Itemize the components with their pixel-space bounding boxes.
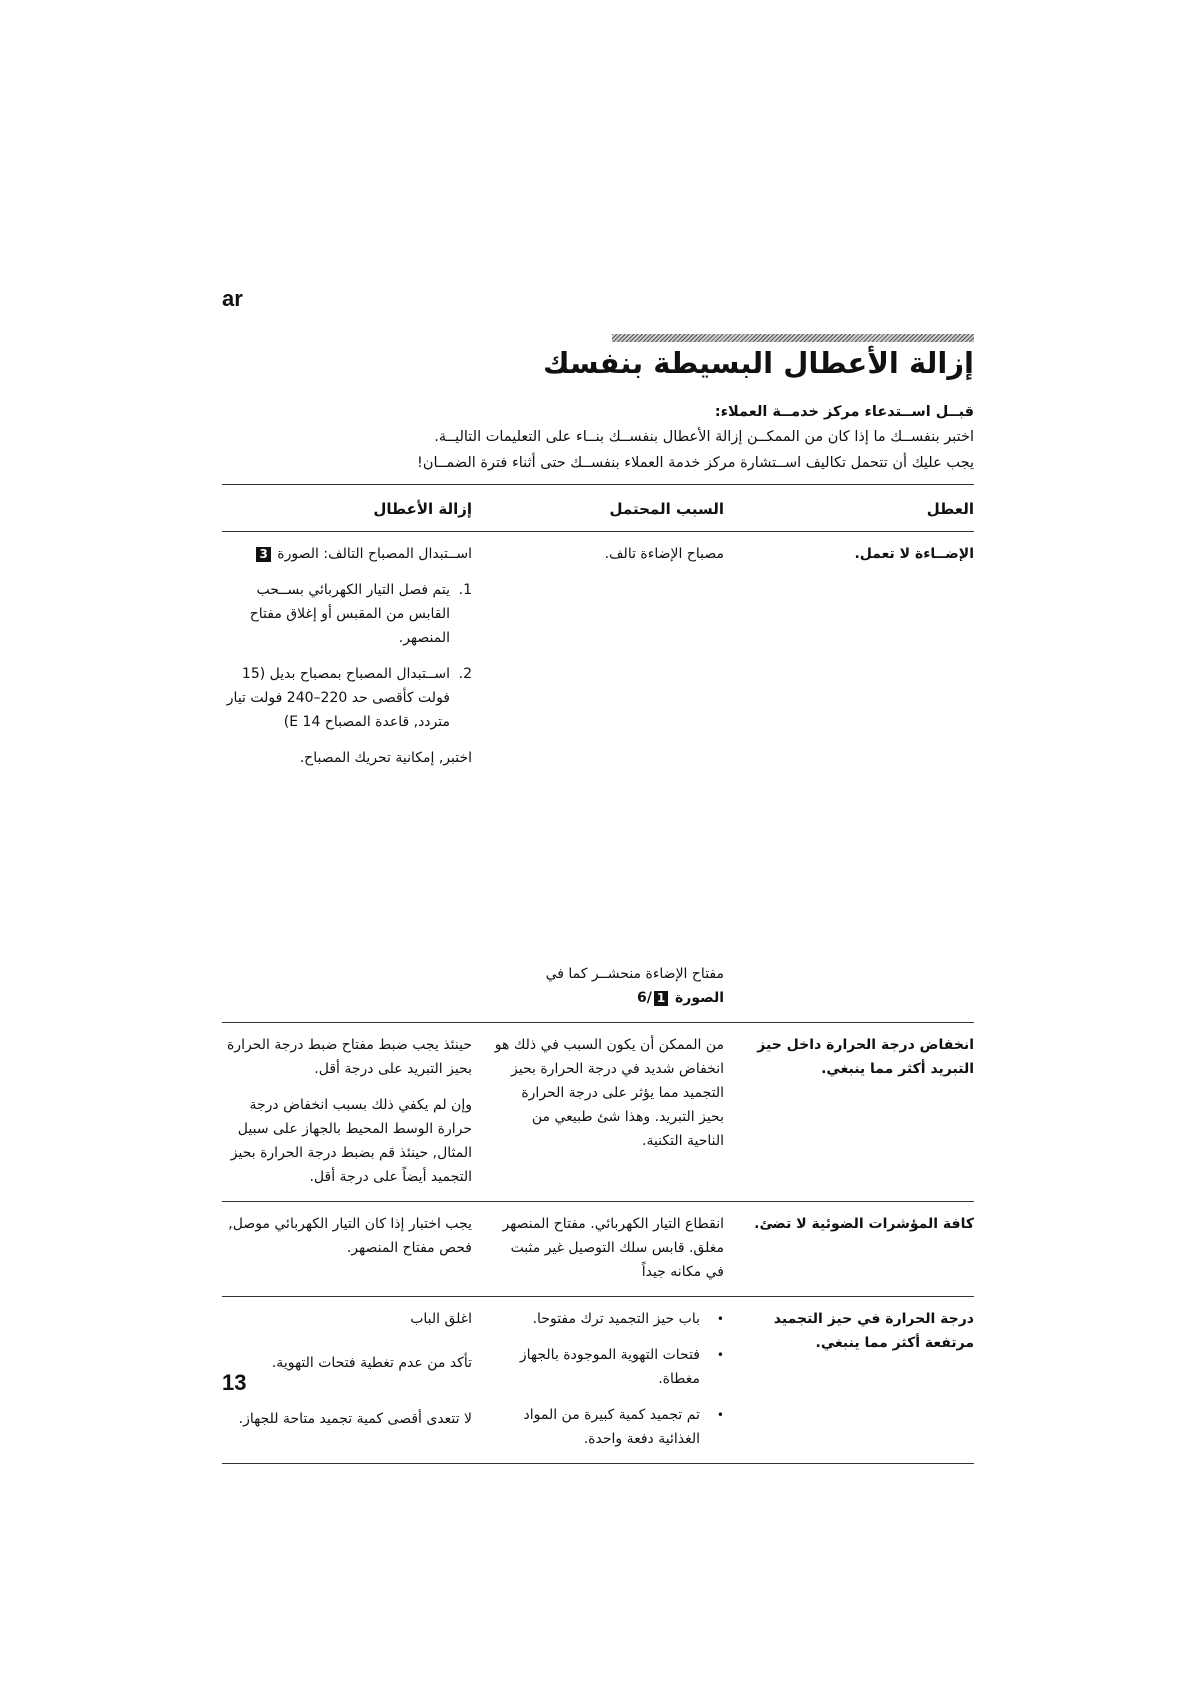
intro-section	[214, 400, 974, 476]
fault-indicators: كافة المؤشرات الضوئية لا تضئ.	[754, 1216, 974, 1232]
remedy-lamp-step-1: 1. يتم فصل التيار الكهربائي بســحب القابس من المقبس أو إغلاق مفتاح المنصهر.	[249, 582, 472, 646]
intro-line-2: يجب عليك أن تتحمل تكاليف اســتشارة مركز خدمة العملاء بنفســك حتى أثناء فترة الضمــان!	[417, 455, 974, 471]
title-decor-bar	[612, 334, 974, 342]
figure-number-box: 3	[256, 547, 270, 562]
remedy-freezer-1: اغلق الباب	[410, 1311, 472, 1327]
table-row	[222, 1201, 974, 1296]
table-row	[222, 1022, 974, 1201]
cause-lamp-1: مصباح الإضاءة تالف.	[604, 546, 724, 562]
fault-lamp: الإضــاءة لا تعمل.	[854, 546, 974, 562]
remedy-freezer	[222, 1297, 472, 1463]
cause-lamp-2: مفتاح الإضاءة منحشــر كما في	[545, 966, 724, 982]
remedy-freezer-2: تأكد من عدم تغطية فتحات التهوية.	[271, 1355, 472, 1371]
remedy-indicators: يجب اختبار إذا كان التيار الكهربائي موصل, فحص مفتاح المنصهر.	[228, 1216, 472, 1256]
page-number: 13	[222, 1370, 247, 1395]
remedy-lamp-check: اختبر, إمكانية تحريك المصباح.	[299, 750, 472, 766]
cause-freezer	[494, 1297, 724, 1463]
fault-freezer: درجة الحرارة في حيز التجميد مرتفعة أكثر مما ينبغي.	[773, 1311, 974, 1351]
cause-lamp	[494, 532, 724, 1022]
remedy-temperature-2: وإن لم يكفي ذلك بسبب انخفاض درجة حرارة الوسط المحيط بالجهاز على سبيل المثال, حينئذ قم بضبط درجة الحرارة بحيز التجميد أيضاً على درجة أقل.	[230, 1097, 472, 1185]
table-header	[222, 484, 974, 531]
remedy-lamp	[222, 532, 472, 1022]
figure-number-box: 1	[654, 991, 668, 1006]
page-title: إزالة الأعطال البسيطة بنفسك	[543, 346, 974, 380]
cause-temperature: من الممكن أن يكون السبب في ذلك هو انخفاض شديد في درجة الحرارة بحيز التجميد مما يؤثر على درجة الحرارة بحيز التبريد. وهذا شئ طبيعي من الناحية التكنية.	[494, 1037, 724, 1149]
fault-temperature: انخفاض درجة الحرارة داخل حيز التبريد أكثر مما ينبغي.	[757, 1037, 974, 1077]
header-fault: العطل	[926, 500, 974, 518]
remedy-lamp-intro: اســتبدال المصباح التالف: الصورة 3	[222, 542, 472, 566]
remedy-temperature-1: حينئذ يجب ضبط مفتاح ضبط درجة الحرارة بحيز التبريد على درجة أقل.	[226, 1037, 472, 1077]
troubleshooting-table	[222, 484, 974, 1464]
cause-freezer-1: • باب حيز التجميد ترك مفتوحا.	[532, 1311, 724, 1327]
header-cause: السبب المحتمل	[609, 500, 724, 518]
intro-line-1: اختبر بنفســك ما إذا كان من الممكــن إزالة الأعطال بنفســك بنــاء على التعليمات التاليــة.	[434, 429, 974, 445]
remedy-lamp-step-2: 2. اســتبدال المصباح بمصباح بديل (15 فولت كأقصى حد 220–240 فولت تيار متردد, قاعدة المصباح E 14)	[226, 666, 472, 730]
cause-freezer-2: • فتحات التهوية الموجودة بالجهاز مغطاة.	[519, 1347, 724, 1387]
table-row	[222, 531, 974, 1022]
table-row	[222, 1296, 974, 1464]
remedy-temperature	[222, 1023, 472, 1201]
cause-freezer-3: • تم تجميد كمية كبيرة من المواد الغذائية دفعة واحدة.	[523, 1407, 724, 1447]
cause-lamp-figure-ref: الصورة 6/ 1	[636, 990, 724, 1006]
header-remedy: إزالة الأعطال	[373, 500, 472, 518]
intro-heading: قبــل اســتدعاء مركز خدمــة العملاء:	[714, 404, 974, 420]
language-code: ar	[222, 286, 243, 311]
remedy-freezer-3: لا تتعدى أقصى كمية تجميد متاحة للجهاز.	[238, 1411, 472, 1427]
cause-indicators: انقطاع التيار الكهربائي. مفتاح المنصهر مغلق. قابس سلك التوصيل غير مثبت في مكانه جيداً	[502, 1216, 724, 1280]
